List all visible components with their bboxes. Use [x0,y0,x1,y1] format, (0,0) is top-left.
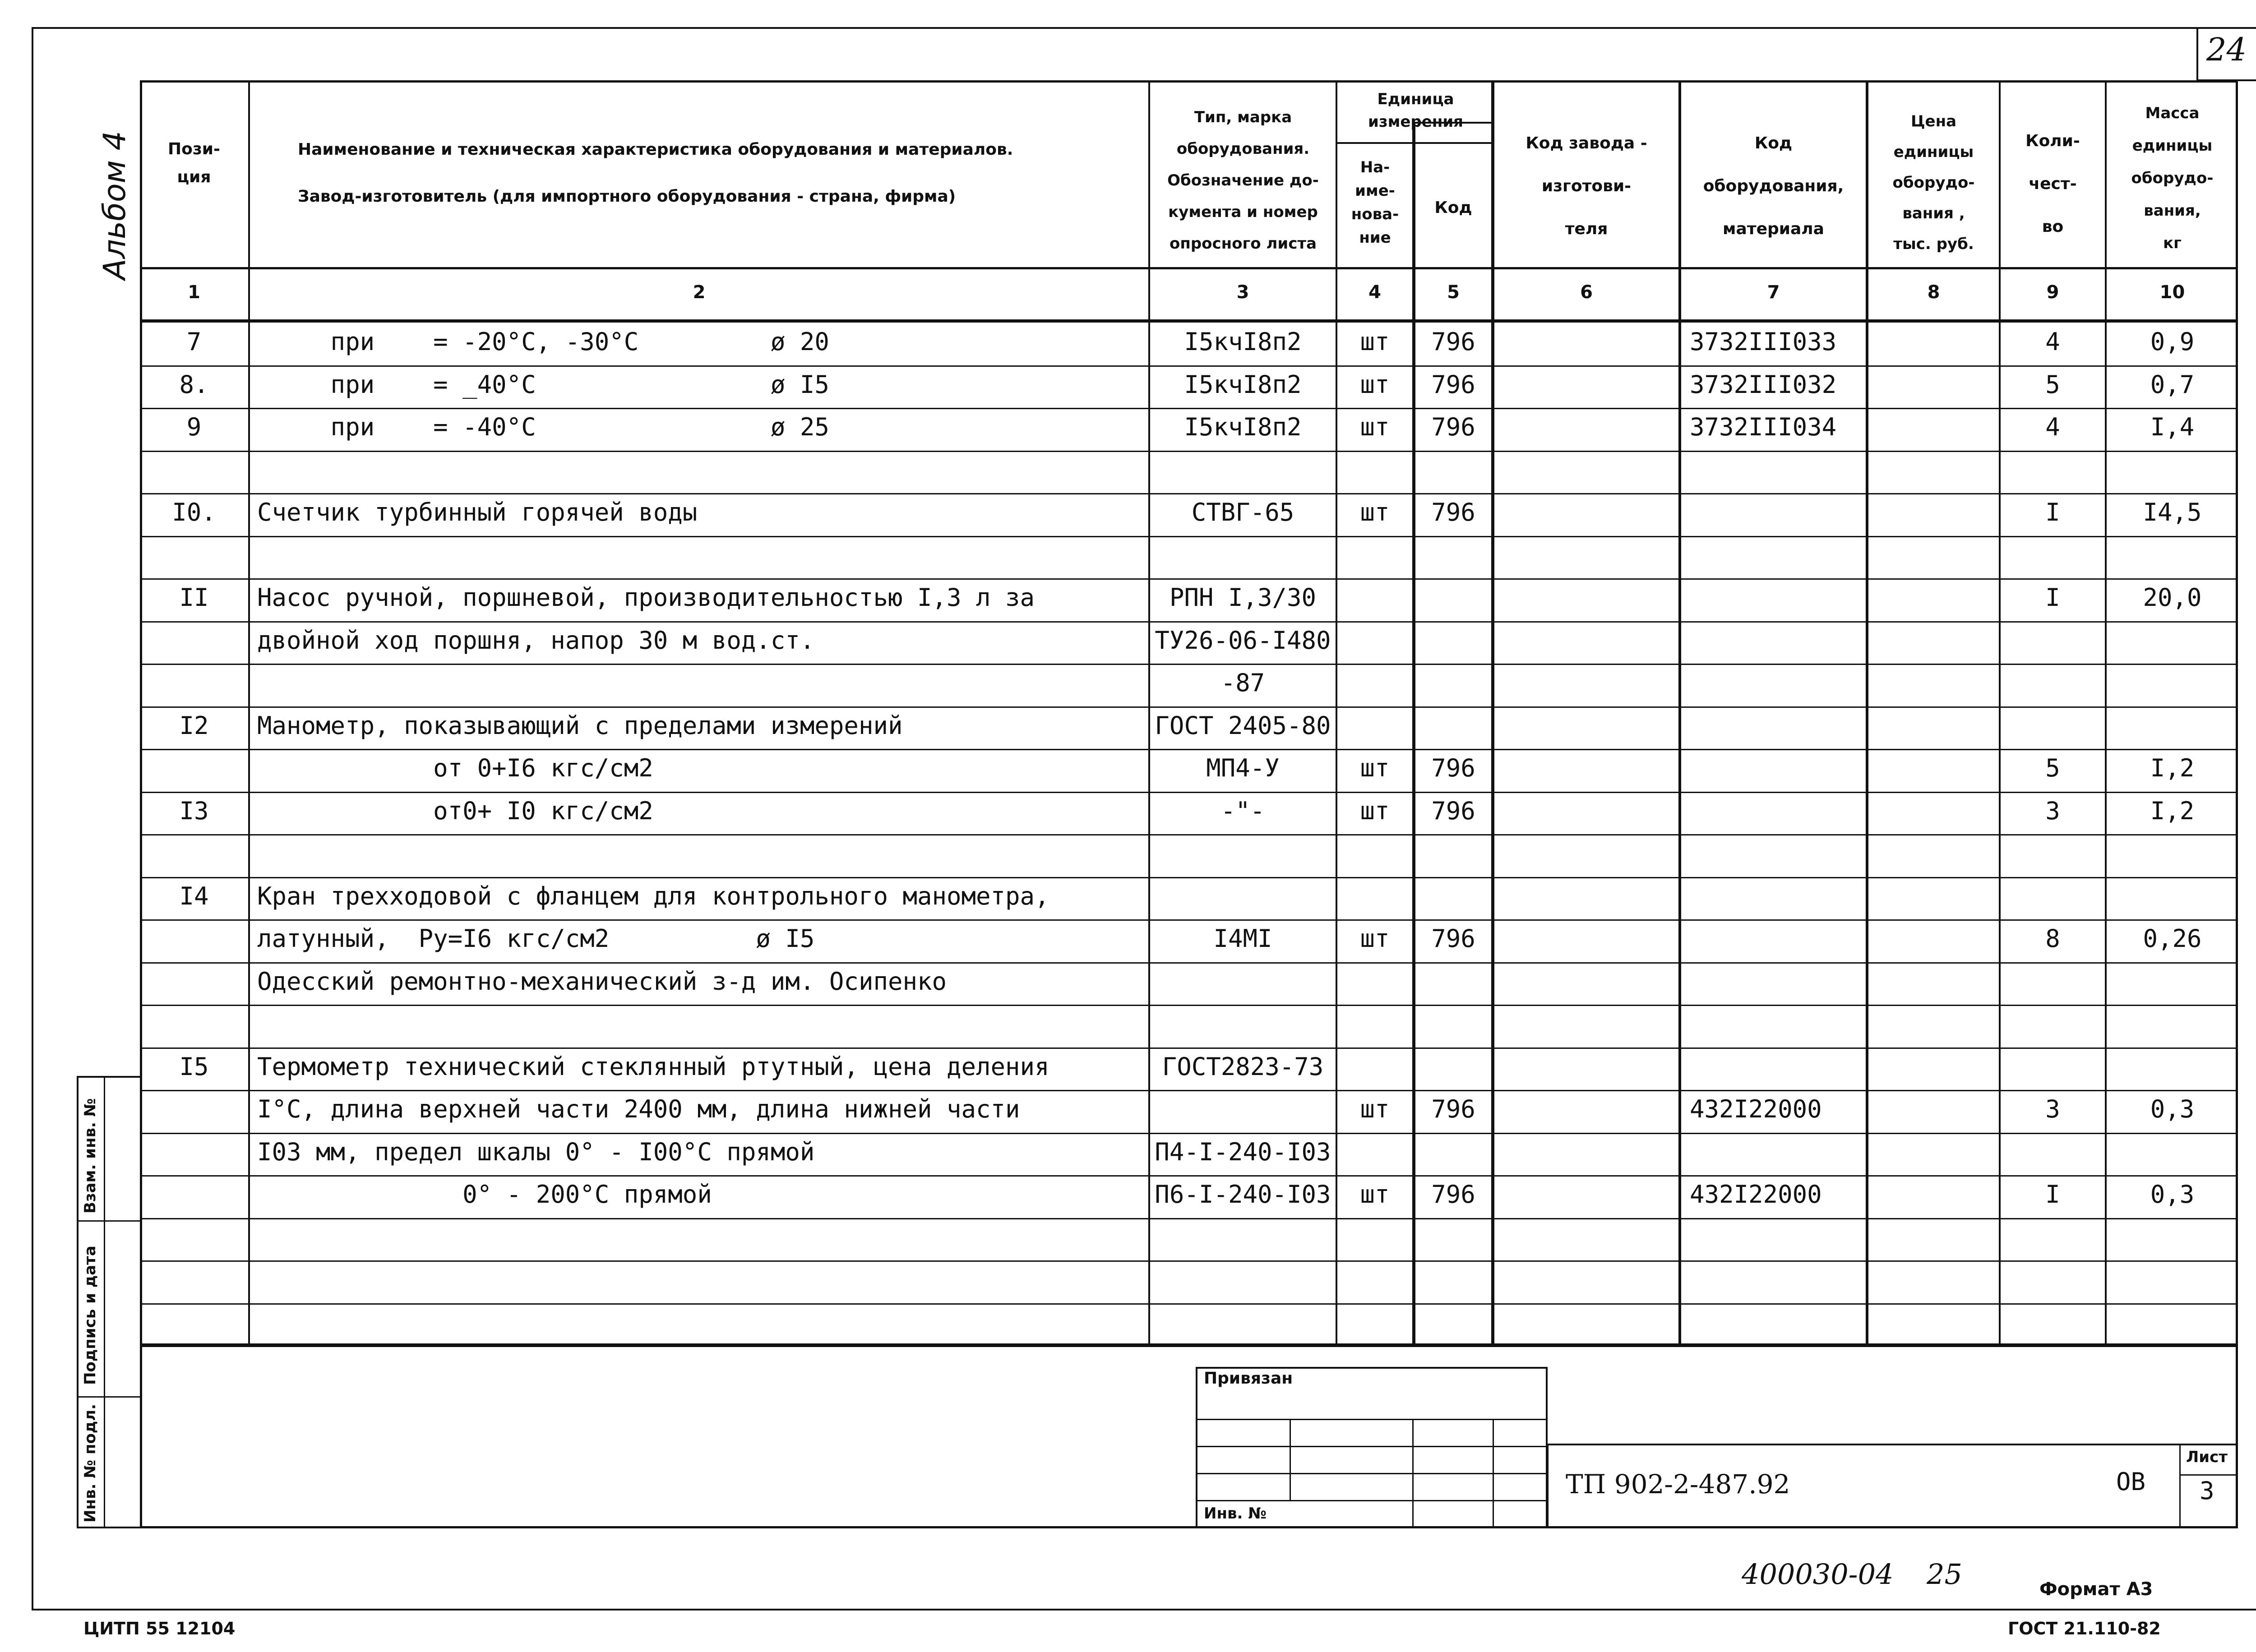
row-divider [140,493,2238,494]
pos-cell: 8. [179,370,209,399]
qty-cell: 4 [2045,413,2060,441]
type-cell: РПН I,3/30 [1169,583,1317,612]
name-cell: Термометр технический стеклянный ртутный, цена деления [257,1052,1049,1081]
col-num-8: 8 [1927,282,1940,303]
type-cell: П4-I-240-I03 [1155,1137,1331,1166]
sheet-number: 3 [2200,1477,2214,1505]
side-label-replace: Взам. инв. № [81,1098,99,1214]
qty-cell: 5 [2045,370,2060,399]
privyazan-label: Привязан [1204,1369,1293,1388]
inv-no-label: Инв. № [1204,1504,1267,1523]
name-cell: Кран трехходовой с фланцем для контрольного манометра, [257,881,1049,910]
unit-cell: шт [1360,413,1390,441]
type-cell: ГОСТ 2405-80 [1155,711,1331,740]
mass-cell: I,4 [2150,413,2195,441]
col-num-9: 9 [2046,282,2059,303]
code-cell: 796 [1431,754,1475,782]
header-mass: Масса единицы оборудо- вания, кг [2131,104,2214,252]
row-divider [140,1175,2238,1177]
qty-cell: 4 [2045,328,2060,356]
row-divider [140,408,2238,409]
pos-cell: I5 [179,1052,209,1081]
col-num-2: 2 [693,282,706,303]
pos-cell: I3 [179,796,209,825]
name-cell: от0+ I0 кгс/см2 [257,796,653,825]
name-cell: при = -20°С, -30°С ø 20 [257,328,829,356]
row-divider [140,664,2238,665]
handwritten-code: 400030-04 [1742,1558,1894,1591]
mass-cell: 0,26 [2143,924,2202,953]
name-cell: при = -40°С ø 25 [257,413,829,441]
doc-code: ТП 902-2-487.92 [1566,1469,1790,1500]
mass-cell: 0,3 [2150,1095,2195,1123]
header-factory: Код завода - изготови- теля [1526,134,1647,238]
type-cell: -87 [1220,669,1265,697]
pos-cell: 7 [186,328,202,356]
name-cell: от 0+I6 кгс/см2 [257,754,653,782]
name-cell: двойной ход поршня, напор 30 м вод.ст. [257,626,815,655]
unit-cell: шт [1360,796,1390,825]
row-divider [140,1218,2238,1219]
row-divider [140,365,2238,367]
qty-cell: 8 [2045,924,2060,953]
row-divider [140,1047,2238,1049]
equip-code-cell: 3732III032 [1690,370,1837,399]
format-label: Формат А3 [2039,1579,2153,1600]
row-divider [140,792,2238,793]
qty-cell: 3 [2045,796,2060,825]
type-cell: I5кчI8п2 [1184,370,1302,399]
header-unit-group: Единица измерения [1368,90,1463,131]
unit-cell: шт [1360,328,1390,356]
type-cell: I4MI [1213,924,1272,953]
header-price: Цена единицы оборудо- вания , тыс. руб. [1892,112,1975,253]
unit-cell: шт [1360,924,1390,953]
code-cell: 796 [1431,498,1475,526]
equip-code-cell: 3732III034 [1690,413,1837,441]
row-divider [140,578,2238,580]
name-cell: Счетчик турбинный горячей воды [257,498,698,526]
col-num-3: 3 [1236,282,1249,303]
name-cell: Манометр, показывающий с пределами измерений [257,711,903,740]
code-cell: 796 [1431,1095,1475,1123]
qty-cell: I [2045,498,2060,526]
row-divider [140,1090,2238,1091]
code-cell: 796 [1431,413,1475,441]
unit-cell: шт [1360,1095,1390,1123]
row-divider [140,1133,2238,1134]
unit-cell: шт [1360,498,1390,526]
qty-cell: I [2045,583,2060,612]
row-divider [140,1260,2238,1262]
mass-cell: I,2 [2150,754,2195,782]
qty-cell: 5 [2045,754,2060,782]
side-label-signature: Подпись и дата [81,1246,99,1385]
name-cell: при = _40°С ø I5 [257,370,829,399]
unit-group-line [1336,142,1493,144]
row-divider [140,962,2238,964]
col-num-6: 6 [1580,282,1593,303]
equip-code-cell: 432I22000 [1690,1095,1822,1123]
row-divider [140,621,2238,623]
row-divider [140,1005,2238,1006]
name-cell: латунный, Ру=I6 кгс/см2 ø I5 [257,924,815,953]
header-equip-code: Код оборудования, материала [1703,134,1844,238]
mass-cell: 0,9 [2150,328,2195,356]
side-label-inventory: Инв. № подл. [81,1403,99,1523]
code-cell: 796 [1431,370,1475,399]
header-pos: Пози- ция [168,140,220,186]
col-num-10: 10 [2159,282,2185,303]
row-divider [140,451,2238,452]
unit-cell: шт [1360,1180,1390,1209]
type-cell: I5кчI8п2 [1184,413,1302,441]
code-cell: 796 [1431,796,1475,825]
qty-cell: 3 [2045,1095,2060,1123]
type-cell: МП4-У [1206,754,1280,782]
header-unit-code: Код [1434,198,1472,217]
unit-cell: шт [1360,370,1390,399]
sheet-label: Лист [2186,1448,2228,1466]
qty-cell: I [2045,1180,2060,1209]
handwritten-page: 25 [1927,1558,1962,1591]
type-cell: ГОСТ2823-73 [1162,1052,1324,1081]
section-code: ОВ [2116,1467,2146,1496]
row-divider [140,919,2238,921]
mass-cell: 0,7 [2150,370,2195,399]
header-unit-name: На- име- нова- ние [1351,158,1399,247]
row-divider [140,877,2238,878]
name-cell: I°С, длина верхней части 2400 мм, длина нижней части [257,1095,1020,1123]
pos-cell: 9 [186,413,202,441]
type-cell: -"- [1220,796,1265,825]
mass-cell: 20,0 [2143,583,2202,612]
pos-cell: I0. [172,498,216,526]
row-divider [140,749,2238,750]
header-name: Наименование и техническая характеристика оборудования и материалов. Завод-изготовитель (для импортного оборудования - страна, фирма) [298,140,1013,206]
row-divider [140,834,2238,835]
header-qty: Коли- чест- во [2025,132,2080,236]
corner-number: 24 [2206,31,2247,68]
code-cell: 796 [1431,328,1475,356]
col-num-1: 1 [188,282,200,303]
row-divider [140,1303,2238,1305]
mass-cell: 0,3 [2150,1180,2195,1209]
album-label: Альбом 4 [97,131,133,280]
type-cell: ТУ26-06-I480 [1155,626,1331,655]
name-cell: Одесский ремонтно-механический з-д им. Осипенко [257,967,947,996]
left-footer-code: ЦИТП 55 12104 [83,1619,236,1638]
row-divider [140,536,2238,537]
code-cell: 796 [1431,1180,1475,1209]
row-divider [140,1346,2238,1347]
code-cell: 796 [1431,924,1475,953]
equip-code-cell: 3732III033 [1690,328,1837,356]
col-num-5: 5 [1447,282,1460,303]
pos-cell: I2 [179,711,209,740]
type-cell: СТВГ-65 [1191,498,1294,526]
name-cell: 0° - 200°С прямой [257,1180,712,1209]
type-cell: I5кчI8п2 [1184,328,1302,356]
name-cell: Насос ручной, поршневой, производительностью I,3 л за [257,583,1035,612]
col-num-7: 7 [1767,282,1780,303]
mass-cell: I,2 [2150,796,2195,825]
type-cell: П6-I-240-I03 [1155,1180,1331,1209]
right-footer-code: ГОСТ 21.110-82 [2008,1619,2161,1638]
row-divider [140,706,2238,708]
mass-cell: I4,5 [2143,498,2202,526]
equip-code-cell: 432I22000 [1690,1180,1822,1209]
name-cell: I03 мм, предел шкалы 0° - I00°С прямой [257,1137,815,1166]
pos-cell: II [179,583,209,612]
pos-cell: I4 [179,881,209,910]
col-num-4: 4 [1368,282,1381,303]
header-type: Тип, марка оборудования. Обозначение до- кумента и номер опросного листа [1167,108,1319,253]
unit-cell: шт [1360,754,1390,782]
